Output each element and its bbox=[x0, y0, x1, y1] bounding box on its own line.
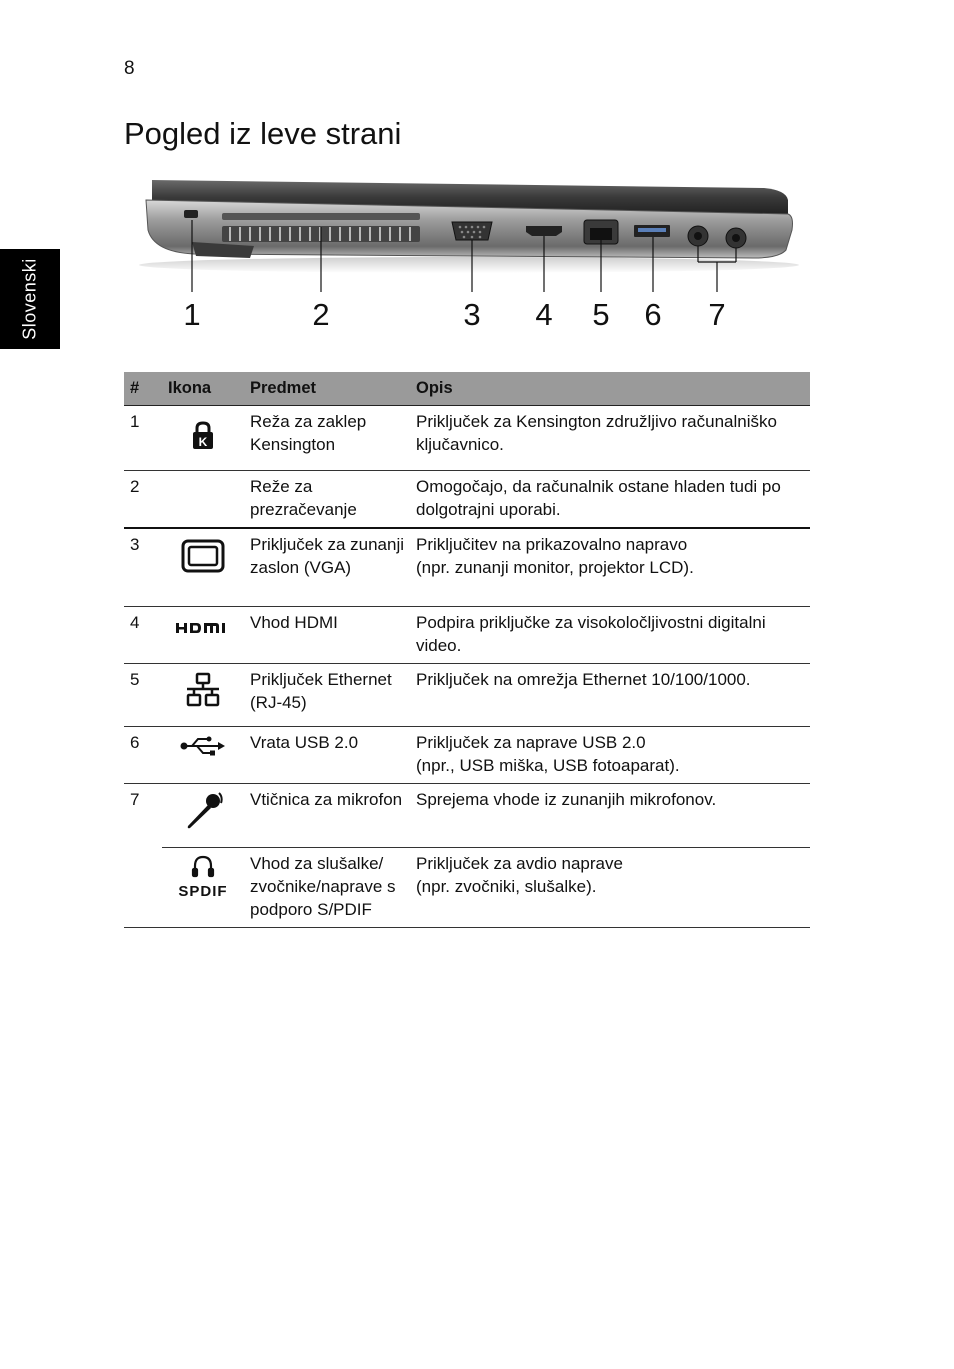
row-icon-cell bbox=[162, 528, 244, 606]
row-icon-cell bbox=[162, 606, 244, 663]
row-item: Reže za prezračevanje bbox=[244, 471, 410, 529]
usb-icon bbox=[179, 735, 227, 757]
table-row bbox=[124, 471, 810, 529]
callout-7: 7 bbox=[708, 297, 726, 332]
kensington-lock-icon bbox=[190, 420, 216, 452]
table-row bbox=[124, 783, 810, 847]
page-title: Pogled iz leve strani bbox=[124, 116, 402, 151]
row-number: 2 bbox=[124, 471, 162, 529]
row-item: Vhod za slušalke/ zvočnike/naprave s podporo S/PDIF bbox=[244, 847, 410, 927]
row-description: Omogočajo, da računalnik ostane hladen tudi po dolgotrajni uporabi. bbox=[410, 471, 810, 529]
laptop-side-illustration bbox=[124, 170, 814, 345]
ethernet-port-opening bbox=[590, 228, 612, 240]
table-row bbox=[124, 606, 810, 663]
microphone-icon bbox=[182, 790, 224, 832]
table-row bbox=[124, 726, 810, 783]
table-row bbox=[124, 528, 810, 606]
row-item: Vtičnica za mikrofon bbox=[244, 783, 410, 847]
row-icon-cell bbox=[162, 471, 244, 529]
row-description bbox=[410, 847, 810, 927]
row-description: Priključek na omrežja Ethernet 10/100/1000. bbox=[410, 663, 810, 726]
header-number: # bbox=[124, 372, 162, 406]
row-description: Podpira priključke za visokoločljivostni digitalni video. bbox=[410, 606, 810, 663]
row-number: 7 bbox=[124, 783, 162, 927]
row-description bbox=[410, 726, 810, 783]
row-description: Sprejema vhode iz zunanjih mikrofonov. bbox=[410, 783, 810, 847]
table-row bbox=[124, 406, 810, 471]
callout-2: 2 bbox=[312, 297, 330, 332]
vga-monitor-icon bbox=[181, 539, 225, 573]
description-line: Priključek za naprave USB 2.0 bbox=[416, 732, 646, 752]
callout-1: 1 bbox=[183, 297, 201, 332]
callout-5: 5 bbox=[592, 297, 610, 332]
row-icon-cell bbox=[162, 847, 244, 927]
description-line: (npr. zvočniki, slušalke). bbox=[416, 876, 597, 896]
table-row bbox=[124, 847, 810, 927]
callout-6: 6 bbox=[644, 297, 662, 332]
row-number: 1 bbox=[124, 406, 162, 471]
header-item: Predmet bbox=[244, 372, 410, 406]
row-icon-cell bbox=[162, 726, 244, 783]
floor-shadow bbox=[139, 257, 799, 273]
kensington-slot bbox=[184, 210, 198, 218]
row-icon-cell bbox=[162, 663, 244, 726]
row-icon-cell bbox=[162, 783, 244, 847]
spdif-label: SPDIF bbox=[178, 882, 228, 900]
laptop-left-side-figure bbox=[124, 170, 814, 345]
row-number: 4 bbox=[124, 606, 162, 663]
ports-table bbox=[124, 372, 810, 928]
headphone-jack-hole bbox=[732, 234, 740, 242]
callout-3: 3 bbox=[463, 297, 481, 332]
hdmi-port bbox=[526, 226, 562, 236]
svg-text:K: K bbox=[198, 435, 208, 449]
table-header-row bbox=[124, 372, 810, 406]
side-tab-label: Slovenski bbox=[19, 258, 40, 340]
header-icon: Ikona bbox=[162, 372, 244, 406]
row-number: 5 bbox=[124, 663, 162, 726]
description-line: Priključek za avdio naprave bbox=[416, 853, 623, 873]
row-item: Vhod HDMI bbox=[244, 606, 410, 663]
row-number: 3 bbox=[124, 528, 162, 606]
microphone-jack-hole bbox=[694, 232, 702, 240]
header-description: Opis bbox=[410, 372, 810, 406]
page-number: 8 bbox=[124, 58, 135, 79]
row-number: 6 bbox=[124, 726, 162, 783]
row-description: Priključek za Kensington združljivo računalniško ključavnico. bbox=[410, 406, 810, 471]
description-line: (npr. zunanji monitor, projektor LCD). bbox=[416, 558, 694, 577]
row-item: Priključek za zunanji zaslon (VGA) bbox=[244, 528, 410, 606]
row-item: Reža za zaklep Kensington bbox=[244, 406, 410, 471]
callout-4: 4 bbox=[535, 297, 553, 332]
row-description bbox=[410, 528, 810, 606]
headphones-spdif-icon bbox=[175, 854, 231, 900]
usb-port-tongue bbox=[638, 228, 666, 232]
row-item: Vrata USB 2.0 bbox=[244, 726, 410, 783]
table-row bbox=[124, 663, 810, 726]
row-icon-cell bbox=[162, 406, 244, 471]
language-side-tab bbox=[0, 249, 60, 349]
hdmi-icon bbox=[175, 621, 231, 635]
description-line: (npr., USB miška, USB fotoaparat). bbox=[416, 755, 680, 775]
ethernet-icon bbox=[183, 672, 223, 708]
description-line: Priključitev na prikazovalno napravo bbox=[416, 535, 688, 554]
row-item: Priključek Ethernet (RJ-45) bbox=[244, 663, 410, 726]
